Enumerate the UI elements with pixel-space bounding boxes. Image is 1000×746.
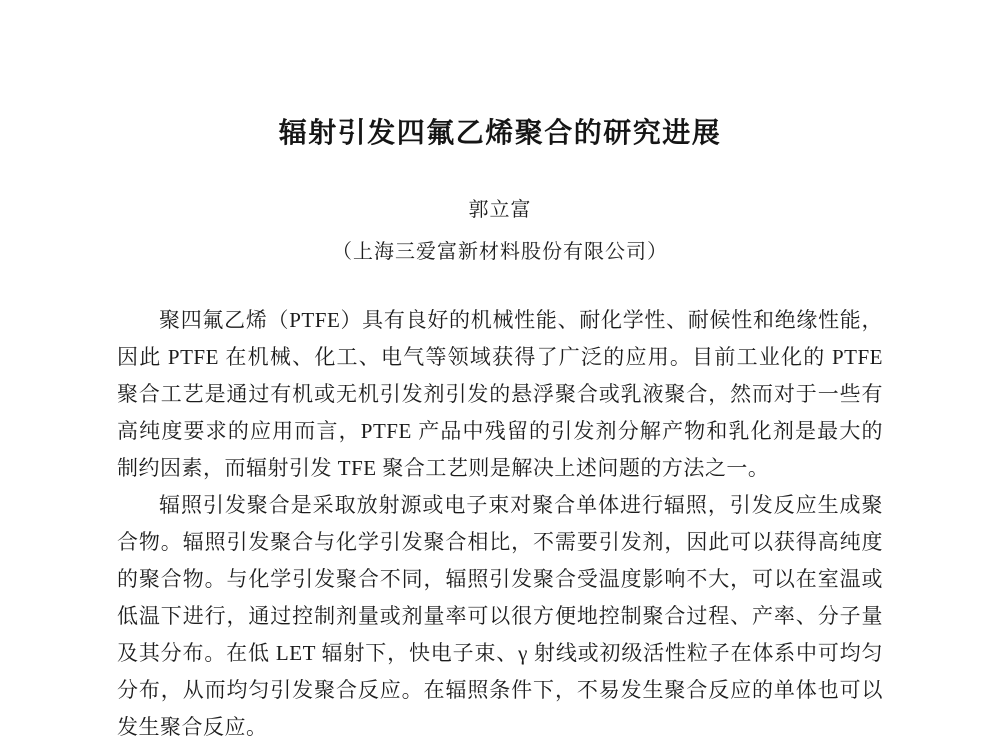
paper-title: 辐射引发四氟乙烯聚合的研究进展 (278, 118, 722, 149)
author-affiliation: （上海三爱富新材料股份有限公司） (332, 241, 668, 263)
paper-body (117, 302, 883, 746)
paragraph-1: 聚四氟乙烯（PTFE）具有良好的机械性能、耐化学性、耐候性和绝缘性能，因此 PTFE 在机械、化工、电气等领域获得了广泛的应用。目前工业化的 PTFE 聚合工艺是通过有机或无机引发剂引发的悬浮聚合或乳液聚合，然而对于一些有高纯度要求的应用而言，PTFE 产品中残留的引发剂分解产物和乳化剂是最大的制约因素，而辐射引发 TFE 聚合工艺则是解决上述问题的方法之一。 (117, 308, 883, 480)
author-name: 郭立富 (468, 199, 532, 221)
paragraph-2: 辐照引发聚合是采取放射源或电子束对聚合单体进行辐照，引发反应生成聚合物。辐照引发聚合与化学引发聚合相比，不需要引发剂，因此可以获得高纯度的聚合物。与化学引发聚合不同，辐照引发聚合受温度影响不大，可以在室温或低温下进行，通过控制剂量或剂量率可以很方便地控制聚合过程、产率、分子量及其分布。在低 LET 辐射下，快电子束、γ 射线或初级活性粒子在体系中可均匀分布，从而均匀引发聚合反应。在辐照条件下，不易发生聚合反应的单体也可以发生聚合反应。 (117, 493, 883, 739)
document-page (117, 0, 883, 746)
